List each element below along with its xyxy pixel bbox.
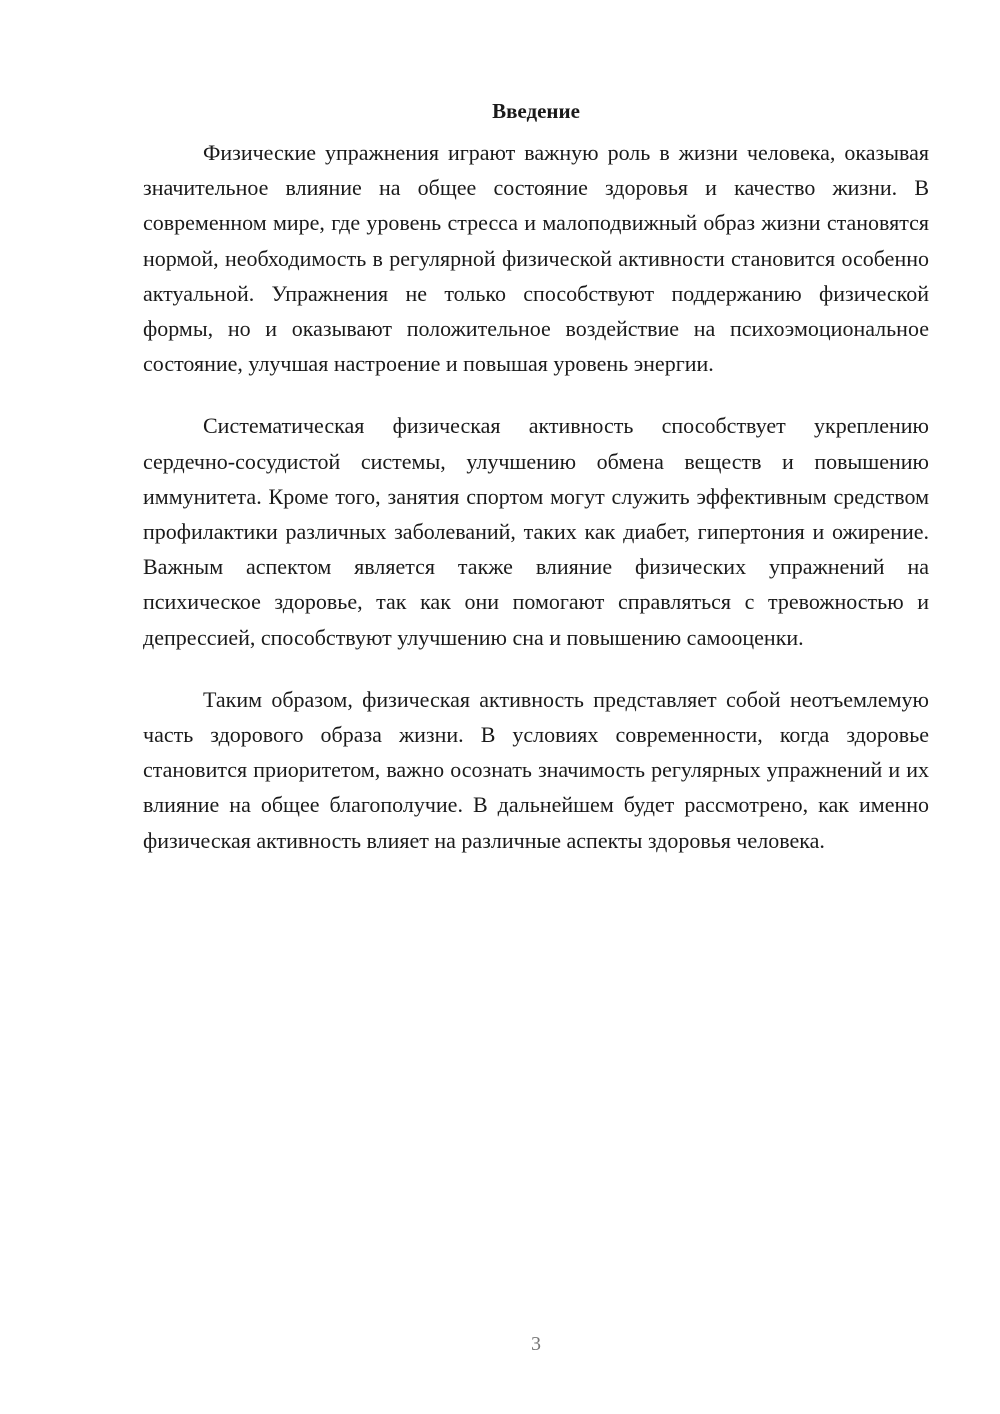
paragraph-3: Таким образом, физическая активность представляет собой неотъемлемую часть здорового образа жизни. В условиях современности, когда здоровье становится приоритетом, важно осознать значимость регулярных упражнений и их влияние на общее благополучие. В дальнейшем будет рассмотрено, как именно физическая активность влияет на различные аспекты здоровья человека. [143, 686, 929, 853]
paragraph-2: Систематическая физическая активность способствует укреплению сердечно-сосудистой системы, улучшению обмена веществ и повышению иммунитета. Кроме того, занятия спортом могут служить эффективным средством профилактики различных заболеваний, таких как диабет, гипертония и ожирение. Важным аспектом является также влияние физических упражнений на психическое здоровье, так как они помогают справляться с тревожностью и депрессией, способствуют улучшению сна и повышению самооценки. [143, 413, 929, 650]
page-content [143, 96, 929, 885]
section-title: Введение [492, 99, 580, 123]
page-number: 3 [531, 1333, 541, 1355]
paragraph-1: Физические упражнения играют важную роль в жизни человека, оказывая значительное влияние на общее состояние здоровья и качество жизни. В современном мире, где уровень стресса и малоподвижный образ жизни становятся нормой, необходимость в регулярной физической активности становится особенно актуальной. Упражнения не только способствуют поддержанию физической формы, но и оказывают положительное воздействие на психоэмоциональное состояние, улучшая настроение и повышая уровень энергии. [143, 140, 929, 377]
